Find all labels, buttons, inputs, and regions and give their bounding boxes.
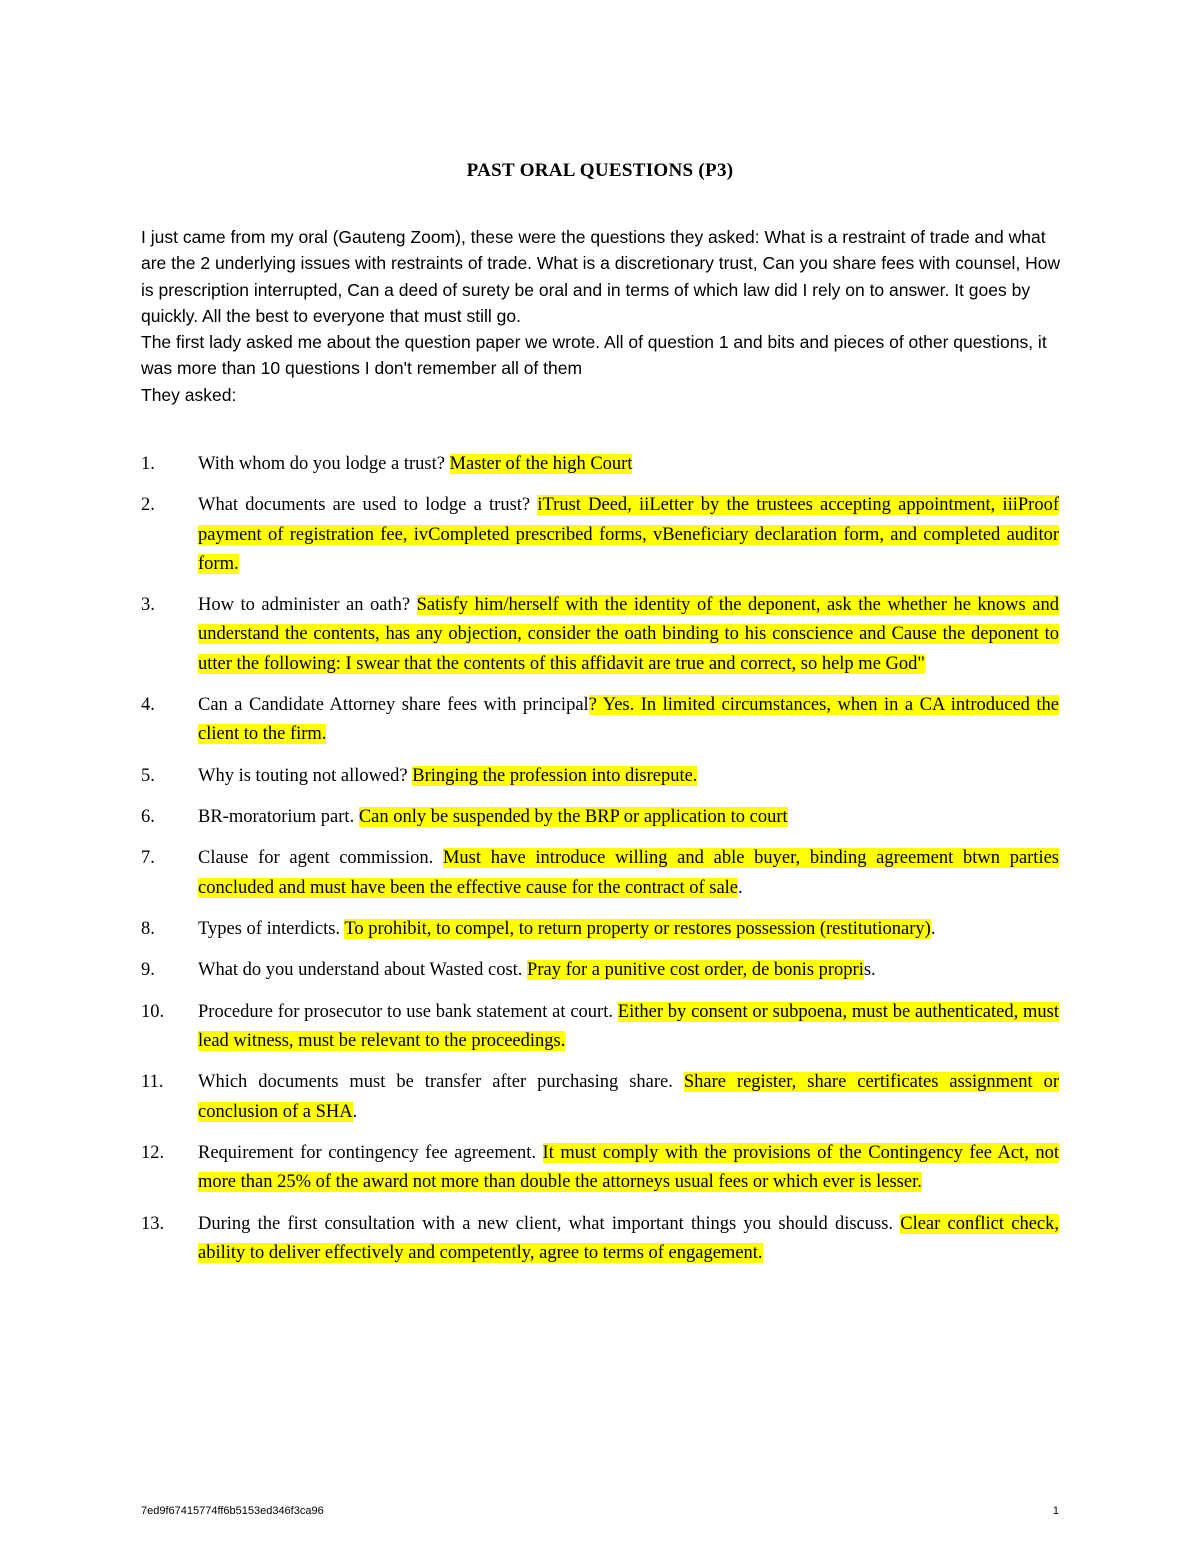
highlighted-answer: Satisfy him/herself with the identity of the deponent, ask the whether he knows and understand the contents, has any objection, consider the oath binding to his conscience and Cause the deponent to utter the following: I swear that the contents of this affidavit are true and correct, so help me God" (198, 595, 1059, 674)
item-number: 3. (141, 595, 155, 616)
item-text (198, 1139, 1059, 1197)
question-text: With whom do you lodge a trust? (198, 454, 450, 474)
highlighted-answer: Pray for a punitive cost order, de bonis propri (527, 960, 864, 981)
item-number: 12. (141, 1142, 165, 1163)
highlighted-answer: ? Yes. In limited circumstances, when in a CA introduced the client to the firm. (198, 694, 1059, 745)
list-item (141, 998, 1059, 1056)
question-text: BR-moratorium part. (198, 806, 359, 827)
list-item (141, 491, 1059, 579)
item-text (198, 591, 1059, 679)
page-footer (141, 1505, 1059, 1517)
highlighted-answer: Either by consent or subpoena, must be authenticated, must lead witness, must be relevant to the proceedings. (198, 1001, 1059, 1051)
highlighted-answer: Can only be suspended by the BRP or application to court (358, 806, 788, 827)
question-text: Procedure for prosecutor to use bank statement at court. (198, 1001, 618, 1022)
document-id: 7ed9f67415774ff6b5153ed346f3ca96 (141, 1505, 324, 1517)
item-text (198, 998, 1059, 1056)
question-text: During the first consultation with a new client, what important things you should discuss. (198, 1213, 901, 1234)
highlighted-answer: It must comply with the provisions of the Contingency fee Act, not more than 25% of the award not more than double the attorneys usual fees or which ever is lesser. (198, 1142, 1060, 1193)
item-number: 6. (141, 806, 155, 827)
highlighted-answer: Clear conflict check, ability to deliver effectively and competently, agree to terms of engagement. (198, 1213, 1059, 1263)
question-text: How to administer an oath? (198, 595, 417, 616)
answer-tail: s. (863, 960, 876, 981)
question-text: What documents are used to lodge a trust? (198, 495, 538, 516)
item-text (198, 1068, 1059, 1126)
intro-paragraph: I just came from my oral (Gauteng Zoom), these were the questions they asked: What is a restraint of trade and what are the 2 underlying issues with restraints of trade. What is a discretionary trust, Can you share fees with counsel, How is prescription interrupted, Can a deed of surety be oral and in terms of which law did I rely on to answer. It goes by quickly. All the best to everyone that must still go. (141, 227, 1061, 326)
item-text (198, 491, 1059, 579)
list-item (141, 956, 1059, 985)
page-title: PAST ORAL QUESTIONS (P3) (466, 160, 734, 181)
highlighted-answer: iTrust Deed, iiLetter by the trustees accepting appointment, iiiProof payment of registration fee, ivCompleted prescribed forms, vBeneficiary declaration form, and completed auditor form. (198, 495, 1059, 574)
question-text: What do you understand about Wasted cost. (198, 960, 528, 981)
question-list (141, 450, 1059, 1280)
item-number: 7. (141, 848, 155, 869)
item-number: 9. (141, 960, 155, 981)
list-item (141, 450, 1059, 479)
item-number: 8. (141, 918, 155, 939)
list-item (141, 591, 1059, 679)
item-text (198, 1210, 1059, 1268)
item-text (198, 844, 1059, 902)
answer-tail: . (930, 918, 936, 939)
list-item (141, 803, 1059, 832)
item-number: 5. (141, 765, 155, 786)
item-number: 4. (141, 694, 155, 715)
highlighted-answer: Bringing the profession into disrepute. (412, 765, 698, 786)
answer-tail: . (738, 877, 743, 898)
list-item (141, 844, 1059, 902)
intro-paragraph: They asked: (141, 384, 237, 405)
list-item (141, 1210, 1059, 1268)
list-item (141, 1139, 1059, 1197)
item-number: 13. (141, 1213, 165, 1234)
answer-tail: . (352, 1101, 358, 1122)
item-text (198, 803, 1059, 832)
item-number: 10. (141, 1001, 165, 1022)
highlighted-answer: Master of the high Court (449, 454, 633, 474)
item-number: 11. (141, 1072, 164, 1093)
question-text: Clause for agent commission. (198, 848, 443, 869)
intro-paragraph: The first lady asked me about the question paper we wrote. All of question 1 and bits and pieces of other questions, it was more than 10 questions I don't remember all of them (141, 332, 1047, 379)
list-item (141, 691, 1059, 749)
item-text (198, 956, 1059, 985)
item-number: 2. (141, 495, 155, 516)
question-text: Requirement for contingency fee agreement. (198, 1142, 543, 1163)
item-text (198, 762, 1059, 791)
item-text (198, 915, 1059, 944)
question-text: Types of interdicts. (198, 918, 345, 939)
list-item (141, 915, 1059, 944)
question-text: Can a Candidate Attorney share fees with principal (198, 694, 589, 715)
highlighted-answer: To prohibit, to compel, to return property or restores possession (restitutionary) (344, 918, 931, 939)
list-item (141, 762, 1059, 791)
item-text (198, 450, 1059, 479)
intro-block (141, 224, 1061, 408)
item-number: 1. (141, 454, 155, 474)
question-text: Why is touting not allowed? (198, 765, 413, 786)
question-text: Which documents must be transfer after purchasing share. (198, 1072, 684, 1093)
highlighted-answer: Share register, share certificates assignment or conclusion of a SHA (198, 1072, 1059, 1122)
highlighted-answer: Must have introduce willing and able buyer, binding agreement btwn parties concluded and must have been the effective cause for the contract of sale (198, 848, 1060, 898)
page-number: 1 (1052, 1505, 1059, 1517)
list-item (141, 1068, 1059, 1126)
item-text (198, 691, 1059, 749)
